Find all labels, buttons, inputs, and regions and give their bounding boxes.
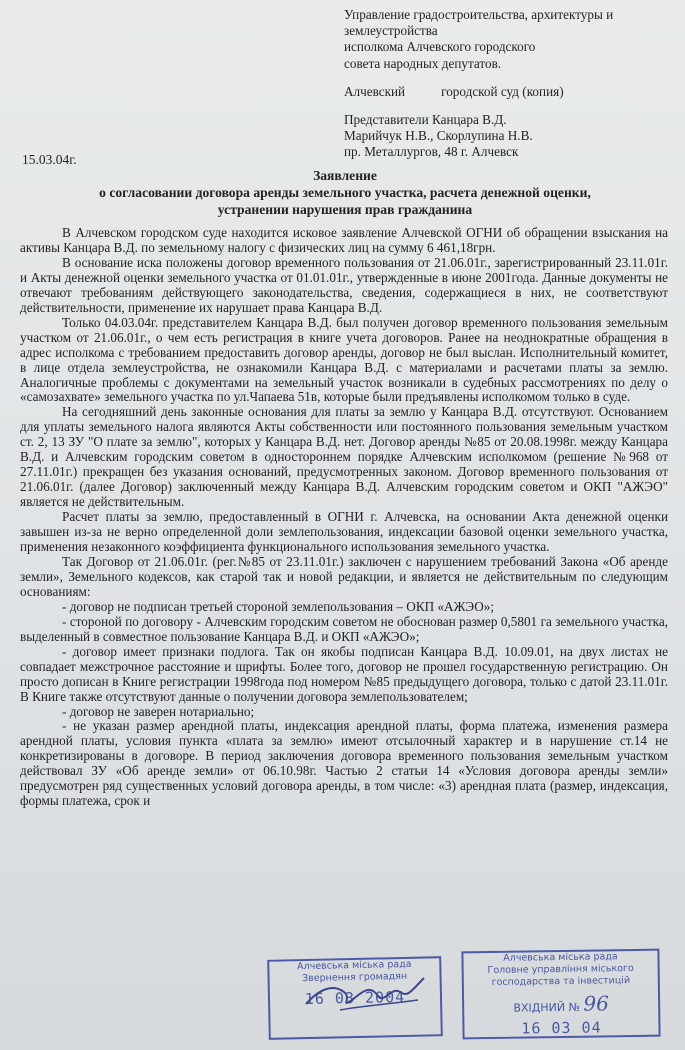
- paragraph: В Алчевском городском суде находится исковое заявление Алчевской ОГНИ об обращении взыскания на активы Канцара В.Д. по земельному налогу с физических лиц на сумму 6 461,18грн.: [20, 225, 668, 255]
- sender-line: Марийчук Н.В., Скорлупина Н.В.: [344, 128, 533, 144]
- title-line: устранении нарушения прав гражданина: [217, 201, 473, 217]
- list-item: - не указан размер арендной платы, индексация арендной платы, форма платежа, изменения размера арендной платы, условия пункта «плата за землю» имеют отсылочный характер и в нарушение ст.14 не конкретизированы в договоре. В период заключения договора временного пользования земельным участком действовал ЗУ «Об аренде земли» от 06.10.98г. Частью 2 статьи 14 «Условия договора аренды земли» предусмотрен ряд существенных условий договора аренды, в том числе: «3) арендная плата (размер, индексация, формы платежа, срок и: [20, 718, 668, 809]
- paragraph: Расчет платы за землю, предоставленный в ОГНИ г. Алчевска, на основании Акта денежной оценки завышен из-за не верно определенной доли землепользования, индексации базовой оценки земельного участка, применения незаконного коэффициента функционального использования земельного участка.: [20, 509, 668, 555]
- recipient-line: совета народных депутатов.: [344, 55, 502, 71]
- handwritten-signature: [300, 970, 430, 1020]
- paragraph: Так Договор от 21.06.01г. (рег.№85 от 23.11.01г.) заключен с нарушением требований Закона «Об аренде земли», Земельного кодексов, как старой так и новой редакции, и является не действительным по следующим основаниям:: [20, 553, 668, 599]
- document-date: 15.03.04г.: [22, 152, 77, 167]
- stamp-date: 16 03 2004: [304, 987, 406, 1009]
- paragraph: На сегодняшний день законные основания для платы за землю у Канцара В.Д. отсутствуют. Основанием для уплаты земельного налога являются Акты собственности или постоянного пользования земельным участком ст. 2, 13 ЗУ "О плате за землю", которых у Канцара В.Д. нет. Договор аренды №85 от 20.08.1998г. между Канцара В.Д. и Алчевским городским советом в одностороннем порядке Алчевским исполкомом (решение №968 от 27.11.01г.) прекращен без указания оснований, предусмотренных законом. Договор временного пользования от 21.06.01г. (далее Договор) заключенный между Канцара В.Д. Алчевским городским советом и ОКП "АЖЭО" является не действительным.: [20, 404, 668, 510]
- paragraph: Только 04.03.04г. представителем Канцара В.Д. был получен договор временного пользования земельным участком от 21.06.01г., о чем есть регистрация в книге учета договоров. Ранее на неоднократные обращения в адрес исполкома с требованием предоставить договор аренды, договор не был выслан. Исполнительный комитет, в лице отдела землеустройства, не ознакомили Канцара В.Д. с материалами и расчетами платы за землю. Аналогичные проблемы с документами на земельный участок возникали в судебных рассмотрениях по делу о «самозахвате» земельного участка по ул.Чапаева 51в, которые были предъявлены исполкомом только в суде.: [20, 314, 668, 405]
- address-block: [344, 7, 674, 161]
- sender-line: Представители Канцара В.Д.: [344, 112, 507, 128]
- list-item: - договор не заверен нотариально;: [62, 703, 255, 719]
- recipient-line: Управление градостроительства, архитектуры и: [344, 7, 614, 22]
- recipient-line: землеустройства: [344, 23, 438, 39]
- stamp-line: Звернення громадян: [301, 970, 408, 985]
- title-line: Заявление: [313, 168, 377, 183]
- court-line: [344, 84, 674, 100]
- court-city: Алчевский: [344, 83, 406, 99]
- list-item: - договор не подписан третьей стороной землепользования – ОКП «АЖЭО»;: [62, 598, 495, 614]
- stamp-line: Алчевська міська рада: [503, 951, 618, 964]
- list-item: - стороной по договору - Алчевским городским советом не обоснован размер 0,5801 га земельного участка, выделенный в совместное пользование Канцара В.Д. и ОКП «АЖЭО»;: [20, 613, 668, 644]
- document-body: [20, 226, 668, 809]
- list-item: - договор имеет признаки подлога. Так он якобы подписан Канцара В.Д. 10.09.01, на двух листах не совпадает межстрочное расстояние и шрифты. Более того, договор не прошел государственную регистрацию. Он просто дописан в Книге регистрации 1998года под номером №85 предыдущего договора, только с датой 23.11.01г. В Книге также отсутствуют данные о получении договора землепользователем;: [20, 643, 668, 704]
- registration-stamp-right: [461, 949, 660, 1040]
- court-name: городской суд (копия): [441, 83, 564, 99]
- document-title: [20, 168, 670, 218]
- stamp-number-label: ВХІДНИЙ №: [513, 1000, 581, 1015]
- stamp-line: Головне управління міського: [487, 962, 634, 977]
- stamp-line: Алчевська міська рада: [296, 958, 412, 973]
- sender-line: пр. Металлургов, 48 г. Алчевск: [344, 144, 519, 160]
- stamp-number: [464, 991, 658, 1016]
- title-line: о согласовании договора аренды земельного участка, расчета денежной оценки,: [99, 184, 591, 200]
- stamp-line: господарства та інвестицій: [491, 975, 631, 988]
- paragraph: В основание иска положены договор временного пользования от 21.06.01г., зарегистрированный 23.11.01г. и Акты денежной оценки земельного участка от 01.01.01г., утвержденные в июне 2001года. Данные документы не отвечают требованиям действующего законодательства, сведения, содержащиеся в них, не соответствуют действительности, применение их нарушает права Канцара В.Д.: [20, 254, 668, 315]
- recipient-line: исполкома Алчевского городского: [344, 39, 536, 55]
- stamp-number-value: 96: [583, 991, 610, 1016]
- stamp-date: 16 03 04: [521, 1018, 602, 1038]
